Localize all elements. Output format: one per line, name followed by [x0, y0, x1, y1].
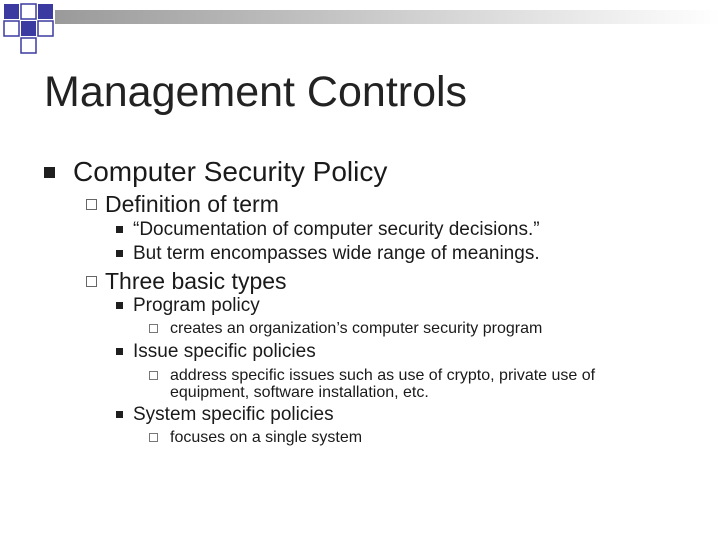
type-item-issue: Issue specific policies [133, 341, 316, 362]
deco-square [4, 21, 19, 36]
bullet-square-icon [116, 302, 123, 309]
type-item-system: System specific policies [133, 404, 334, 425]
deco-square [4, 4, 19, 19]
bullet-box-icon [149, 324, 158, 333]
deco-square [21, 21, 36, 36]
type-item-program: Program policy [133, 295, 260, 316]
type-detail: focuses on a single system [170, 429, 363, 446]
slide-title: Management Controls [44, 68, 468, 116]
bullet-square-icon [116, 226, 123, 233]
definition-heading: Definition of term [105, 191, 279, 217]
types-heading: Three basic types [105, 268, 287, 294]
bullet-box-icon [86, 276, 97, 287]
bullet-box-icon [86, 199, 97, 210]
definition-item: “Documentation of computer security decisions.” [133, 219, 540, 240]
type-detail: creates an organization’s computer security program [170, 320, 543, 337]
bullet-square-icon [44, 167, 55, 178]
bullet-square-icon [116, 250, 123, 257]
type-detail: address specific issues such as use of crypto, private use of [170, 367, 596, 384]
definition-item: But term encompasses wide range of meanings. [133, 243, 540, 264]
header-decoration [0, 0, 720, 60]
level1-item: Computer Security Policy [73, 156, 388, 187]
bullet-box-icon [149, 371, 158, 380]
bullet-square-icon [116, 411, 123, 418]
type-detail: equipment, software installation, etc. [170, 384, 429, 401]
deco-square [21, 38, 36, 53]
header-gradient-bar [55, 10, 720, 24]
deco-square [21, 4, 36, 19]
bullet-square-icon [116, 348, 123, 355]
deco-square [38, 4, 53, 19]
deco-square [38, 21, 53, 36]
bullet-box-icon [149, 433, 158, 442]
